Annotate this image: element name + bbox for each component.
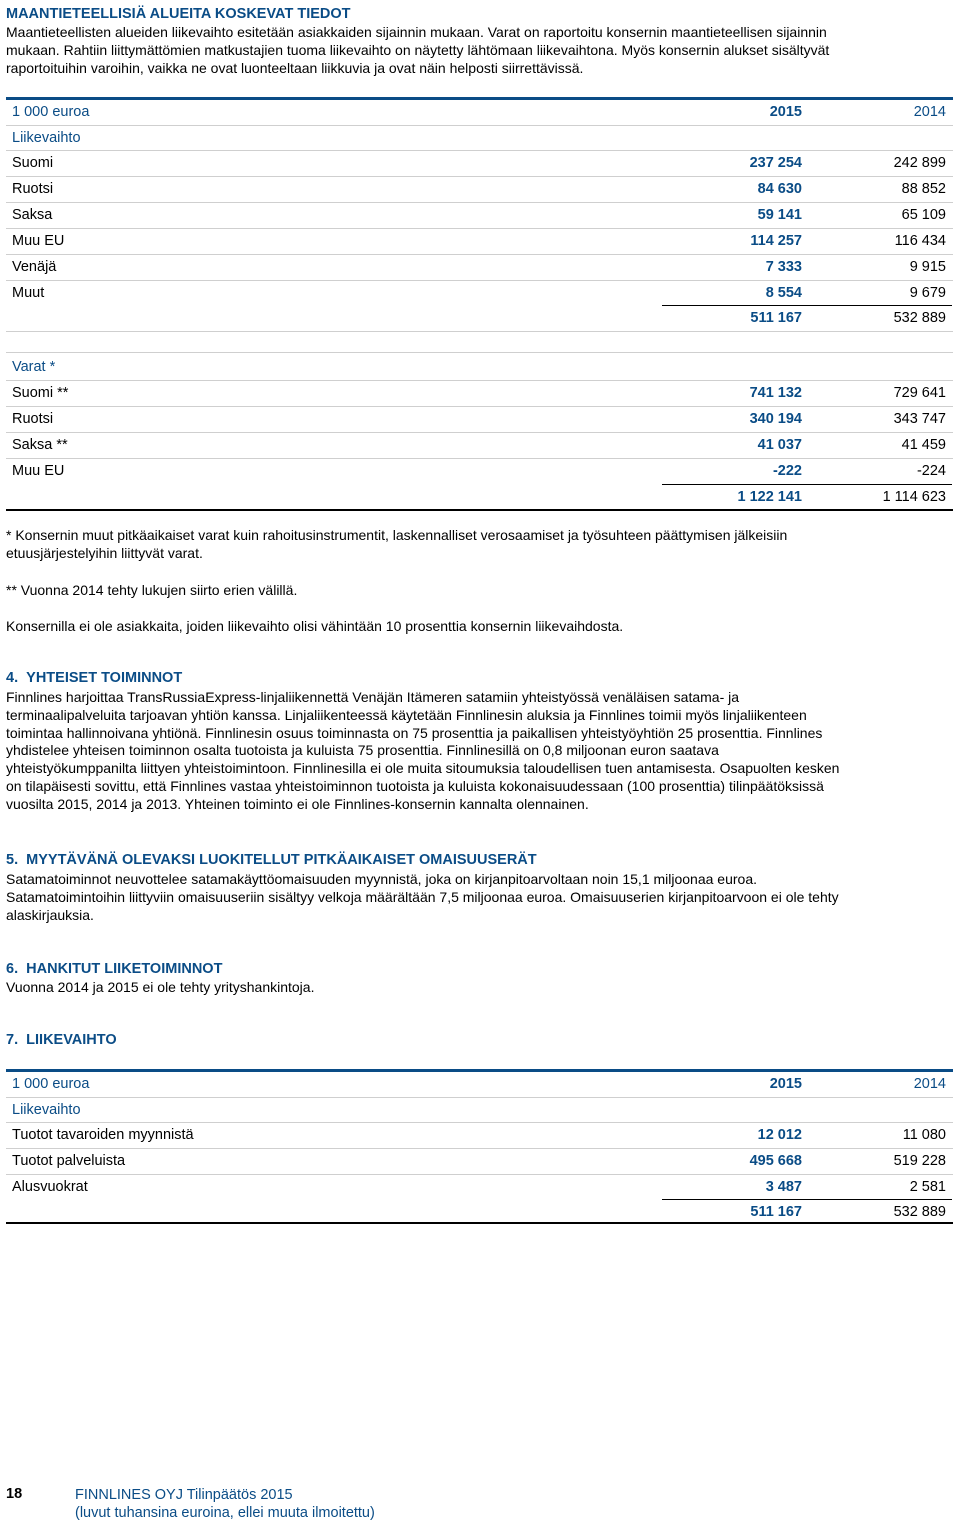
body-line: terminaalipalveluita tarjoavan yhtiön kanssa. Linjaliikenteessä käytetään Finnlinesin aluksia ja Finnlines toimii myös linjaliikenteen (6, 706, 807, 723)
table-row (6, 459, 953, 485)
footer-text (75, 1486, 375, 1522)
section-7-heading (6, 1032, 117, 1048)
section-row (6, 1098, 953, 1124)
value-2014: 242 899 (893, 155, 946, 171)
table-row (6, 151, 953, 177)
total-2014: 1 114 623 (882, 489, 946, 505)
body-line: vuosilta 2015, 2014 ja 2013. Yhteinen toiminto ei ole Finnlines-konsernin kannalta olennainen. (6, 795, 589, 812)
geo-intro (6, 24, 829, 77)
value-2015: 7 333 (765, 259, 802, 275)
geo-intro-line: mukaan. Rahtiin liittymättömien matkustajien tuoma liikevaihto on näytetty lähtömaan liikevaihtona. Myös konsernin alukset sisältyvät (6, 41, 830, 58)
section-4-heading (6, 670, 182, 686)
value-2015: 41 037 (757, 437, 802, 453)
row-label: Saksa ** (12, 437, 68, 453)
body-line: yhdistelee yhteisen toiminnon osalta tuotoista ja kuluista 75 prosenttia. Finnlinesillä on 0,8 miljoonan euron saatava (6, 742, 719, 759)
body-line: toimintaa hallinnoivana yhtiönä. Finnlinesin osuus toiminnasta on 75 prosenttia ja paikallisen yhteistyöyhtiön 25 prosenttia. Finnlines (6, 724, 823, 741)
value-2015: 59 141 (757, 207, 802, 223)
col-2014-header: 2014 (913, 104, 946, 120)
value-2015: 3 487 (765, 1179, 802, 1195)
section-5-heading (6, 852, 537, 868)
table-row (6, 203, 953, 229)
section-4-body (6, 689, 839, 814)
footnote-1-line: etuusjärjestelyihin liittyvät varat. (6, 544, 203, 561)
section-6-heading (6, 961, 222, 977)
body-line: Finnlines harjoittaa TransRussiaExpress-linjaliikennettä Venäjän Itämeren satamiin yhteistyössä venäläisen satama- ja (6, 689, 740, 705)
col-2014-header: 2014 (913, 1076, 946, 1092)
geo-intro-line: Maantieteellisten alueiden liikevaihto esitetään asiakkaiden sijainnin mukaan. Varat on raportoitu konsernin maantieteellisen sijainnin (6, 24, 827, 40)
section-title: MYYTÄVÄNÄ OLEVAKSI LUOKITELLUT PITKÄAIKAISET OMAISUUSERÄT (26, 852, 537, 868)
unit-label: 1 000 euroa (12, 104, 90, 120)
row-label: Suomi ** (12, 385, 69, 401)
row-label: Venäjä (12, 259, 57, 275)
row-divider (6, 352, 953, 353)
body-line: on tilapäisesti sovittu, että Finnlines vastaa yhteistoiminnon tuotoista ja kuluista kokonaisuudessaan (100 prosenttia) tilinpäätöksissä (6, 777, 824, 794)
section-label-liikevaihto: Liikevaihto (12, 130, 81, 146)
value-2014: -224 (916, 463, 946, 479)
table-row (6, 229, 953, 255)
value-2015: -222 (772, 463, 802, 479)
geo-intro-line: raportoituihin varoihin, vaikka ne ovat luonteeltaan liikkuvia ja ovat näin helposti siirrettävissä. (6, 59, 584, 76)
body-line: alaskirjauksia. (6, 906, 94, 923)
table-row (6, 433, 953, 459)
total-2015: 511 167 (750, 1204, 802, 1220)
table-row (6, 381, 953, 407)
row-label: Suomi (12, 155, 54, 171)
table-row (6, 255, 953, 281)
body-line: Satamatoimintoihin liittyviin omaisuuseriin sisältyy velkoja määrältään 7,5 miljoonaa euroa. Omaisuuserien kirjanpitoarvoon ei ole tehty (6, 888, 839, 905)
value-2014: 343 747 (893, 411, 946, 427)
geo-heading: MAANTIETEELLISIÄ ALUEITA KOSKEVAT TIEDOT (6, 6, 351, 22)
page-number: 18 (6, 1486, 23, 1502)
col-2015-header: 2015 (769, 104, 802, 120)
value-2015: 114 257 (750, 233, 802, 249)
total-2015: 511 167 (750, 310, 802, 326)
row-label: Alusvuokrat (12, 1179, 88, 1195)
footnote-2: ** Vuonna 2014 tehty lukujen siirto erien välillä. (6, 582, 298, 598)
row-label: Tuotot tavaroiden myynnistä (12, 1127, 194, 1143)
section-label-liikevaihto: Liikevaihto (12, 1102, 81, 1118)
table-row (6, 1175, 953, 1201)
table-row (6, 407, 953, 433)
unit-label: 1 000 euroa (12, 1076, 90, 1092)
table1-header-row (6, 100, 953, 126)
row-label: Muu EU (12, 463, 65, 479)
section-number: 5. (6, 852, 19, 868)
section-label-varat: Varat * (12, 359, 56, 375)
table-row (6, 281, 953, 307)
value-2014: 65 109 (901, 207, 946, 223)
row-label: Muut (12, 285, 45, 301)
footnote-1 (6, 527, 787, 563)
row-label: Muu EU (12, 233, 65, 249)
section-5-body (6, 871, 839, 924)
total-2015: 1 122 141 (737, 489, 802, 505)
table-row (6, 1123, 953, 1149)
row-label: Ruotsi (12, 181, 54, 197)
value-2014: 11 080 (902, 1127, 946, 1143)
no-major-customers-note: Konsernilla ei ole asiakkaita, joiden liikevaihto olisi vähintään 10 prosenttia konsernin liikevaihdosta. (6, 618, 624, 634)
table-row (6, 177, 953, 203)
section-number: 6. (6, 961, 19, 977)
value-2015: 237 254 (749, 155, 802, 171)
section-title: LIIKEVAIHTO (26, 1032, 117, 1048)
row-label: Ruotsi (12, 411, 54, 427)
body-line: Satamatoiminnot neuvottelee satamakäyttöomaisuuden myynnistä, joka on kirjanpitoarvoltaan noin 15,1 miljoonaa euroa. (6, 871, 758, 887)
table2-header-row (6, 1072, 953, 1098)
value-2015: 84 630 (757, 181, 802, 197)
body-line: yhteistyökumppanilta liittyen yhteistoimintoon. Finnlinesilla ei ole muita sitoumuksia taloudellisen tuen antamisesta. Osapuolten kesken (6, 760, 840, 777)
col-2015-header: 2015 (769, 1076, 802, 1092)
value-2014: 116 434 (894, 233, 946, 249)
value-2014: 729 641 (893, 385, 946, 401)
value-2015: 741 132 (749, 385, 802, 401)
total-2014: 532 889 (893, 1204, 946, 1220)
table2-bottom-border (6, 1222, 953, 1224)
value-2014: 2 581 (909, 1179, 946, 1195)
section-row (6, 126, 953, 152)
section-row (6, 355, 953, 381)
value-2014: 9 915 (909, 259, 946, 275)
table1-bottom-border (6, 509, 953, 511)
value-2014: 519 228 (893, 1153, 946, 1169)
section-title: YHTEISET TOIMINNOT (26, 670, 183, 686)
footer-note: (luvut tuhansina euroina, ellei muuta ilmoitettu) (75, 1505, 375, 1521)
total-row (6, 485, 953, 511)
row-label: Tuotot palveluista (12, 1153, 126, 1169)
value-2015: 495 668 (749, 1153, 802, 1169)
value-2015: 8 554 (765, 285, 802, 301)
value-2015: 12 012 (757, 1127, 802, 1143)
footnote-1-line: * Konsernin muut pitkäaikaiset varat kuin rahoitusinstrumentit, laskennalliset verosaamiset ja työsuhteen päättymisen jälkeisiin (6, 527, 788, 543)
row-divider (6, 331, 953, 332)
section-number: 4. (6, 670, 19, 686)
value-2015: 340 194 (749, 411, 802, 427)
section-title: HANKITUT LIIKETOIMINNOT (26, 961, 223, 977)
value-2014: 41 459 (901, 437, 946, 453)
section-6-body: Vuonna 2014 ja 2015 ei ole tehty yrityshankintoja. (6, 979, 315, 995)
value-2014: 9 679 (909, 285, 946, 301)
section-number: 7. (6, 1032, 19, 1048)
table-row (6, 1149, 953, 1175)
total-2014: 532 889 (893, 310, 946, 326)
row-label: Saksa (12, 207, 53, 223)
total-row (6, 306, 953, 332)
value-2014: 88 852 (901, 181, 946, 197)
footer-company: FINNLINES OYJ Tilinpäätös 2015 (75, 1487, 293, 1503)
